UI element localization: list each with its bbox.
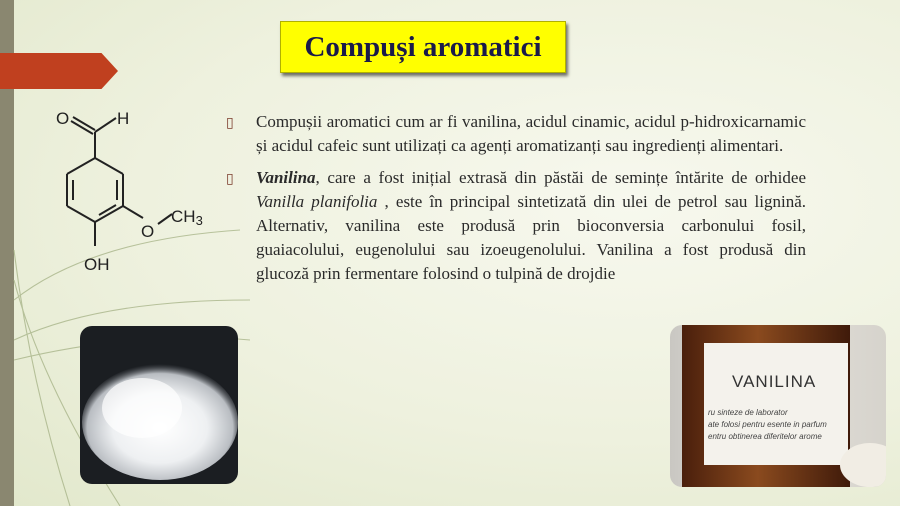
jar-label-line-2: ate folosi pentru esente in parfum	[708, 420, 827, 429]
label-o-aldehyde: O	[56, 109, 70, 128]
vanillin-structure	[40, 96, 220, 276]
red-arrow-tab	[0, 53, 118, 89]
vanillin-powder-photo	[80, 326, 238, 484]
jar-label-line-1: ru sinteze de laborator	[708, 408, 788, 417]
bullet-glyph-icon: ▯	[226, 171, 234, 187]
content-text	[226, 110, 806, 286]
jar-label-title: VANILINA	[732, 372, 817, 391]
paragraph-2-text-1: , care a fost inițial extrasă din păstăi de semințe întărite de orhidee	[315, 168, 806, 187]
bullet-glyph-icon: ▯	[226, 115, 234, 131]
paragraph-1-text: Compușii aromatici cum ar fi vanilina, acidul cinamic, acidul p-hidroxicarnamic și acidul cafeic sunt utilizați ca agenți aromatizanți sau ingredienți alimentari.	[256, 112, 806, 155]
vanilina-term: Vanilina	[256, 168, 316, 187]
bullet-paragraph-1	[226, 110, 806, 158]
slide-title: Compuși aromatici	[304, 30, 542, 63]
label-ch3: CH3	[171, 207, 203, 228]
bullet-paragraph-2	[226, 166, 806, 286]
vanilina-jar-photo	[670, 325, 886, 487]
paragraph-2-text-2: , este în principal sintetizată din ulei de petrol sau lignină. Alternativ, vanilina este produsă prin bioconversia carbonului fosil, guaiacolului, eugenolului sau izoeugenolului. Vanilina a fost produsă din glucoză prin fermentare folosind o tulpină de drojdie	[256, 192, 806, 283]
title-box	[280, 21, 566, 73]
species-name: Vanilla planifolia	[256, 192, 378, 211]
label-o-methoxy: O	[141, 222, 155, 241]
label-h: H	[117, 109, 130, 128]
jar-label-line-3: entru obtinerea diferitelor arome	[708, 432, 822, 441]
label-oh: OH	[84, 255, 110, 274]
